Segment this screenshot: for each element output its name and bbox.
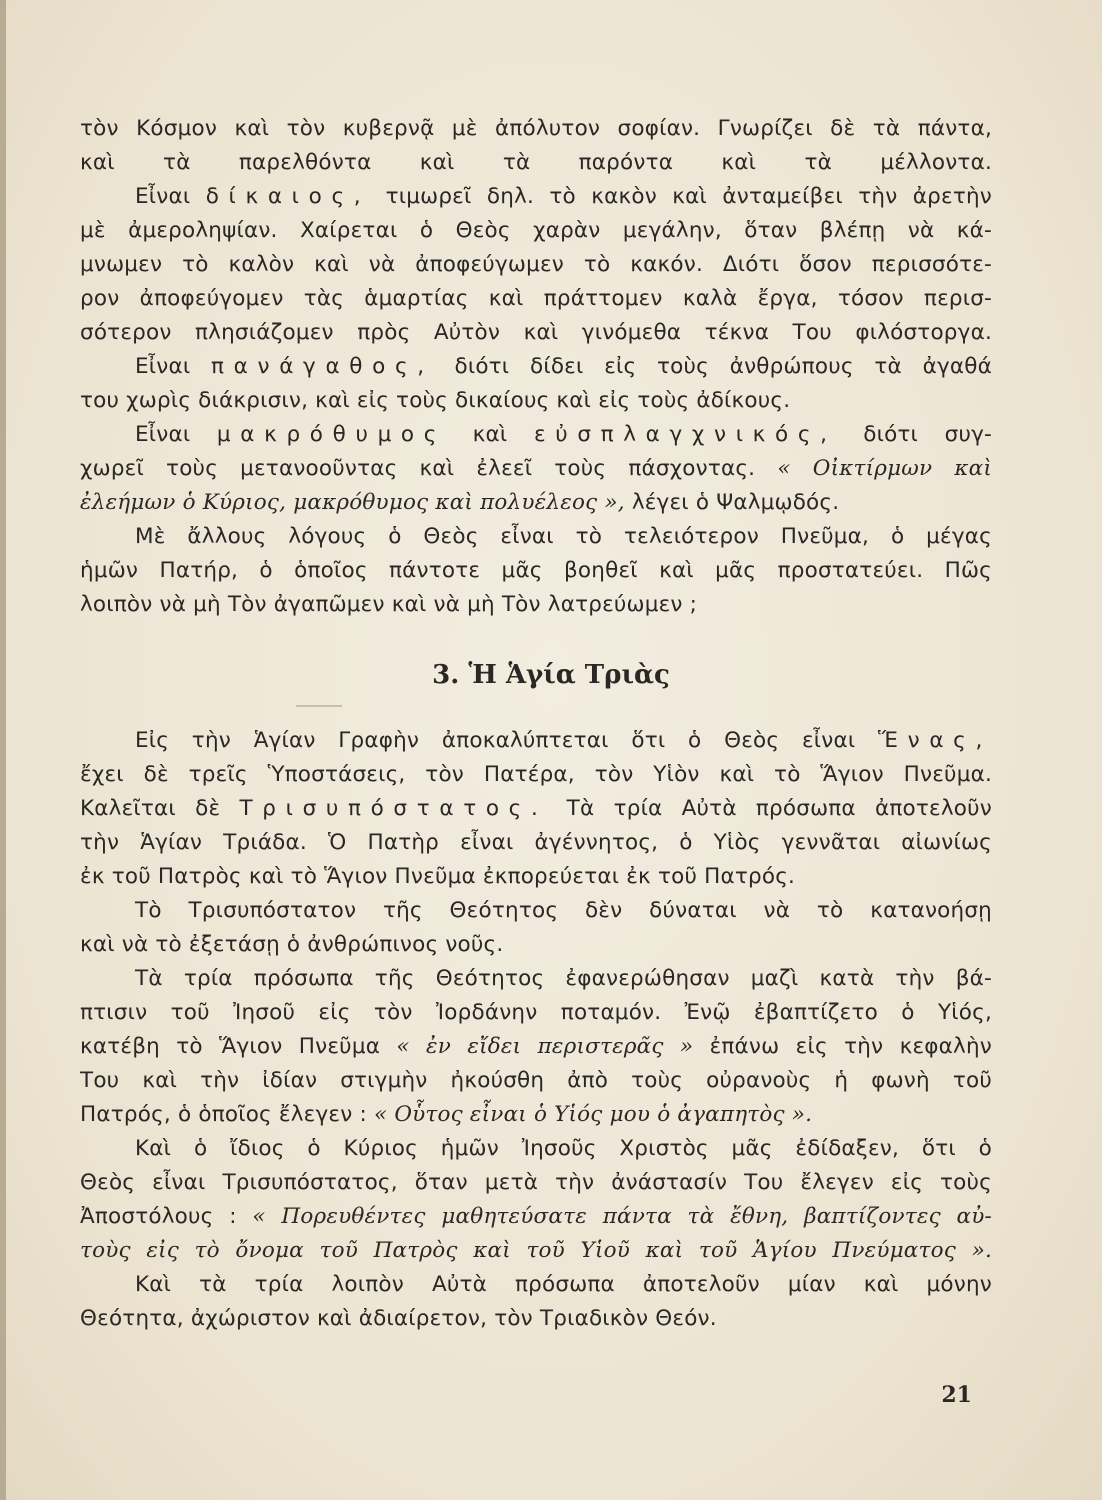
emphasized-term: μακρόθυμος [216, 422, 447, 447]
text-line [80, 1132, 992, 1166]
text-line [80, 1098, 992, 1132]
line-text: Καλεῖται δὲ [80, 796, 240, 821]
body-text-bottom [80, 724, 992, 1336]
line-text: Εἶναι [135, 422, 217, 447]
line-text: διότι συγ- [836, 422, 992, 447]
text-line [80, 486, 992, 520]
line-text: Καὶ ὁ ἴδιος ὁ Κύριος ἡμῶν Ἰησοῦς Χριστὸς μᾶς ἐδίδαξεν, ὅτι ὁ [135, 1136, 992, 1161]
text-line [80, 316, 992, 350]
line-text: Τὸ Τρισυπόστατον τῆς Θεότητος δὲν δύναται νὰ τὸ κατανοήσῃ [135, 898, 992, 923]
line-text: Του καὶ τὴν ἰδίαν στιγμὴν ἠκούσθη ἀπὸ τοὺς οὐρανοὺς ἡ φωνὴ τοῦ [80, 1068, 992, 1093]
body-text-top [80, 112, 992, 622]
emphasized-term: εὐσπλαγχνικός, [533, 422, 837, 447]
text-line [80, 758, 992, 792]
text-line [80, 350, 992, 384]
line-text: τὴν Ἁγίαν Τριάδα. Ὁ Πατὴρ εἶναι ἀγέννητος, ὁ Υἱὸς γεννᾶται αἰωνίως [80, 830, 992, 855]
line-text: Μὲ ἄλλους λόγους ὁ Θεὸς εἶναι τὸ τελειότερον Πνεῦμα, ὁ μέγας [135, 524, 992, 549]
text-line [80, 1268, 992, 1302]
text-line [80, 1030, 992, 1064]
text-line [80, 214, 992, 248]
text-line [80, 180, 992, 214]
emphasized-term: Ἕνας, [878, 728, 992, 753]
text-line [80, 384, 992, 418]
emphasized-term: δίκαιος, [205, 184, 371, 209]
line-text: λοιπὸν νὰ μὴ Τὸν ἀγαπῶμεν καὶ νὰ μὴ Τὸν λατρεύωμεν ; [80, 592, 698, 617]
text-line [80, 996, 992, 1030]
section-heading: 3. Ἡ Ἁγία Τριὰς [432, 660, 670, 690]
line-text: καὶ τὰ παρελθόντα καὶ τὰ παρόντα καὶ τὰ μέλλοντα. [80, 150, 992, 175]
text-line [80, 894, 992, 928]
text-line [80, 248, 992, 282]
text-line [80, 724, 992, 758]
text-line [80, 112, 992, 146]
line-text: μνωμεν τὸ καλὸν καὶ νὰ ἀποφεύγωμεν τὸ κακόν. Διότι ὅσον περισσότε- [80, 252, 992, 277]
text-line [80, 520, 992, 554]
text-line [80, 146, 992, 180]
line-text: Εἶναι [135, 184, 206, 209]
line-text: του χωρὶς διάκρισιν, καὶ εἰς τοὺς δικαίους καὶ εἰς τοὺς ἀδίκους. [80, 388, 791, 413]
text-line [80, 1302, 992, 1336]
text-line [80, 282, 992, 316]
text-line [80, 1234, 992, 1268]
line-text: ἔχει δὲ τρεῖς Ὑποστάσεις, τὸν Πατέρα, τὸν Υἱὸν καὶ τὸ Ἅγιον Πνεῦμα. [80, 762, 992, 787]
text-line [80, 1064, 992, 1098]
quotation-text: « Οἰκτίρμων καὶ [777, 456, 992, 481]
line-text: τὸν Κόσμον καὶ τὸν κυβερνᾷ μὲ ἀπόλυτον σοφίαν. Γνωρίζει δὲ τὰ πάντα, [80, 116, 992, 141]
text-line [80, 452, 992, 486]
line-text: πτισιν τοῦ Ἰησοῦ εἰς τὸν Ἰορδάνην ποταμόν. Ἐνῷ ἐβαπτίζετο ὁ Υἱός, [80, 1000, 992, 1025]
emphasized-term: Τρισυπόστατος. [239, 796, 548, 821]
line-text: Τὰ τρία πρόσωπα τῆς Θεότητος ἐφανερώθησαν μαζὶ κατὰ τὴν βά- [135, 966, 992, 991]
line-text: ἐκ τοῦ Πατρὸς καὶ τὸ Ἅγιον Πνεῦμα ἐκπορεύεται ἐκ τοῦ Πατρός. [80, 864, 796, 889]
text-line [80, 792, 992, 826]
line-text: σότερον πλησιάζομεν πρὸς Αὐτὸν καὶ γινόμεθα τέκνα Του φιλόστοργα. [80, 320, 992, 345]
line-text: καὶ νὰ τὸ ἐξετάσῃ ὁ ἀνθρώπινος νοῦς. [80, 932, 504, 957]
line-text: λέγει ὁ Ψαλμῳδός. [624, 490, 840, 515]
text-line [80, 826, 992, 860]
page-binding-edge [0, 0, 6, 1500]
line-text: ἡμῶν Πατήρ, ὁ ὁποῖος πάντοτε μᾶς βοηθεῖ καὶ μᾶς προστατεύει. Πῶς [80, 558, 992, 583]
text-line [80, 962, 992, 996]
quotation-text: τοὺς εἰς τὸ ὄνομα τοῦ Πατρὸς καὶ τοῦ Υἱοῦ καὶ τοῦ Ἁγίου Πνεύματος ». [80, 1238, 992, 1263]
page-number: 21 [941, 1382, 972, 1408]
line-text: Θεὸς εἶναι Τρισυπόστατος, ὅταν μετὰ τὴν ἀνάστασίν Του ἔλεγεν εἰς τοὺς [80, 1170, 992, 1195]
line-text: Καὶ τὰ τρία λοιπὸν Αὐτὰ πρόσωπα ἀποτελοῦν μίαν καὶ μόνην [135, 1272, 992, 1297]
text-line [80, 418, 992, 452]
line-text: Εἶναι [135, 354, 212, 379]
quotation-text: ἐλεήμων ὁ Κύριος, μακρόθυμος καὶ πολυέλεος », [80, 490, 625, 515]
line-text: Ἀποστόλους : [80, 1204, 253, 1229]
line-text: Τὰ τρία Αὐτὰ πρόσωπα ἀποτελοῦν [547, 796, 992, 821]
line-text: μὲ ἀμεροληψίαν. Χαίρεται ὁ Θεὸς χαρὰν μεγάλην, ὅταν βλέπῃ νὰ κά- [80, 218, 992, 243]
heading-rule [296, 705, 342, 707]
line-text: ρον ἀποφεύγομεν τὰς ἁμαρτίας καὶ πράττομεν καλὰ ἔργα, τόσον περισ- [80, 286, 992, 311]
text-line [80, 1200, 992, 1234]
line-text: τιμωρεῖ δηλ. τὸ κακὸν καὶ ἀνταμείβει τὴν ἀρετὴν [370, 184, 992, 209]
emphasized-term: πανάγαθος, [211, 354, 434, 379]
quotation-text: « ἐν εἴδει περιστερᾶς » [396, 1034, 694, 1059]
line-text: ἐπάνω εἰς τὴν κεφαλὴν [693, 1034, 992, 1059]
text-line [80, 588, 992, 622]
quotation-text: « Πορευθέντες μαθητεύσατε πάντα τὰ ἔθνη, βαπτίζοντες αὐ- [252, 1204, 992, 1229]
line-text: Πατρός, ὁ ὁποῖος ἔλεγεν : [80, 1102, 374, 1127]
line-text: διότι δίδει εἰς τοὺς ἀνθρώπους τὰ ἀγαθά [433, 354, 992, 379]
text-line [80, 1166, 992, 1200]
line-text: κατέβη τὸ Ἅγιον Πνεῦμα [80, 1034, 397, 1059]
line-text: Εἰς τὴν Ἁγίαν Γραφὴν ἀποκαλύπτεται ὅτι ὁ Θεὸς εἶναι [135, 728, 879, 753]
line-text: Θεότητα, ἀχώριστον καὶ ἀδιαίρετον, τὸν Τριαδικὸν Θεόν. [80, 1306, 717, 1331]
quotation-text: « Οὗτος εἶναι ὁ Υἱός μου ὁ ἀγαπητὸς ». [373, 1102, 813, 1127]
text-line [80, 928, 992, 962]
line-text: καὶ [446, 422, 534, 447]
text-line [80, 860, 992, 894]
text-line [80, 554, 992, 588]
line-text: χωρεῖ τοὺς μετανοοῦντας καὶ ἐλεεῖ τοὺς πάσχοντας. [80, 456, 778, 481]
